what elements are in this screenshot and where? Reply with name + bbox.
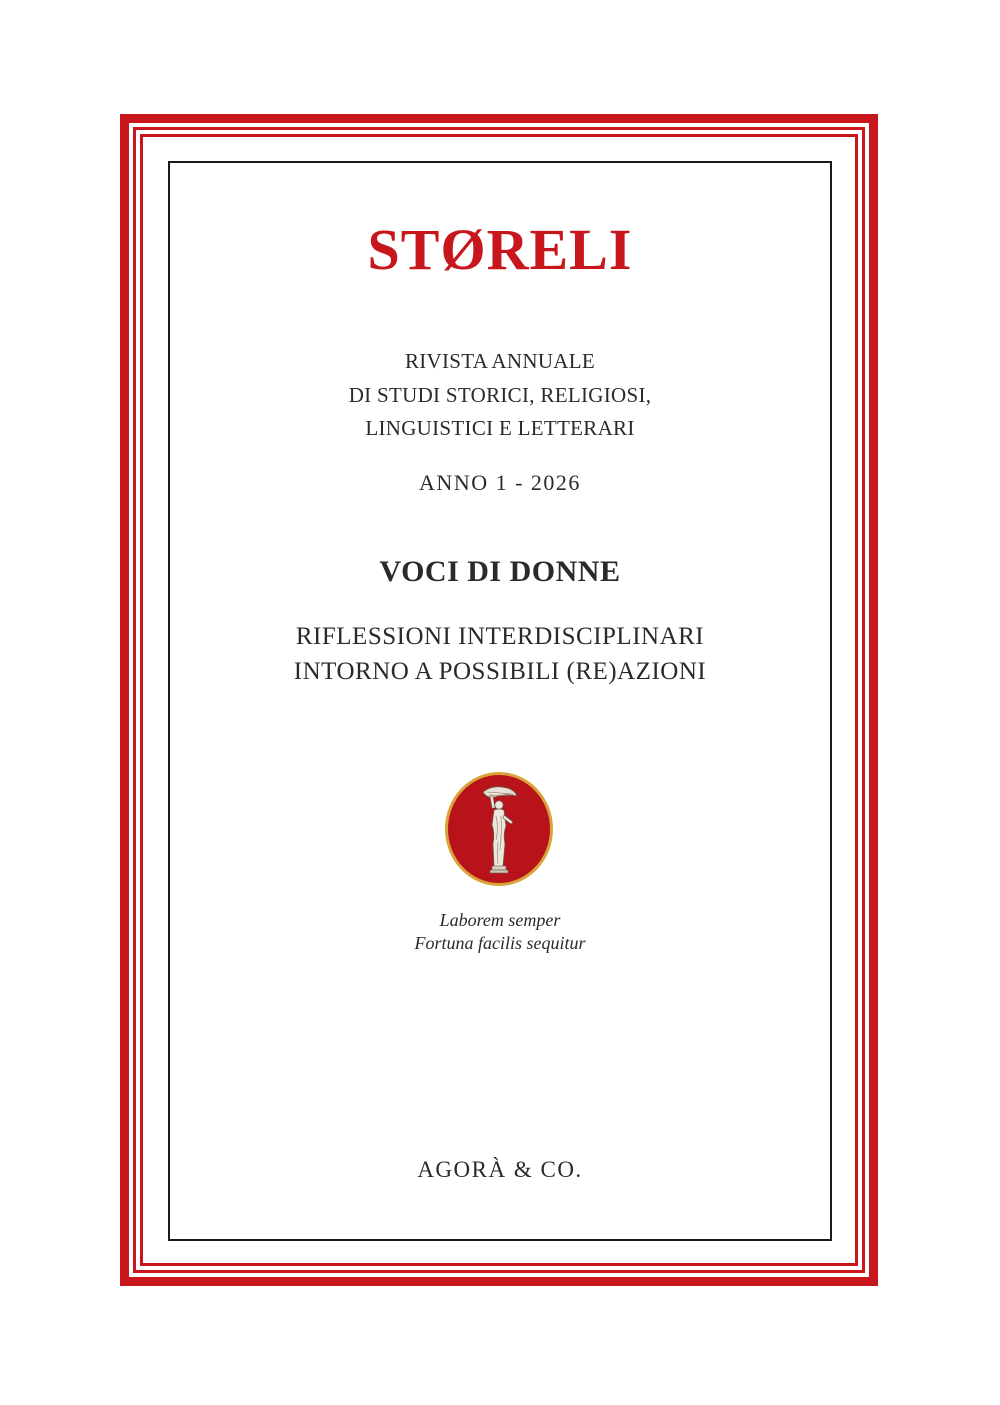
- journal-subtitle-line-2: DI STUDI STORICI, RELIGIOSI,: [348, 383, 652, 407]
- motto-line-1: Laborem semper: [439, 910, 561, 930]
- fortuna-statue-emblem-icon: [443, 770, 555, 888]
- issue-subtitle-line-2: INTORNO A POSSIBILI (RE)AZIONI: [293, 658, 707, 685]
- issue-subtitle-line-1: RIFLESSIONI INTERDISCIPLINARI: [295, 623, 705, 650]
- cover-frame-black: [168, 161, 832, 1241]
- motto-line-2: Fortuna facilis sequitur: [414, 933, 586, 953]
- journal-subtitle-line-1: RIVISTA ANNUALE: [404, 349, 596, 373]
- journal-year: ANNO 1 - 2026: [419, 470, 581, 495]
- issue-title: VOCI DI DONNE: [379, 555, 621, 588]
- journal-title: STØRELI: [367, 217, 633, 282]
- journal-subtitle-line-3: LINGUISTICI E LETTERARI: [365, 416, 635, 440]
- publisher-name: AGORÀ & CO.: [417, 1157, 583, 1182]
